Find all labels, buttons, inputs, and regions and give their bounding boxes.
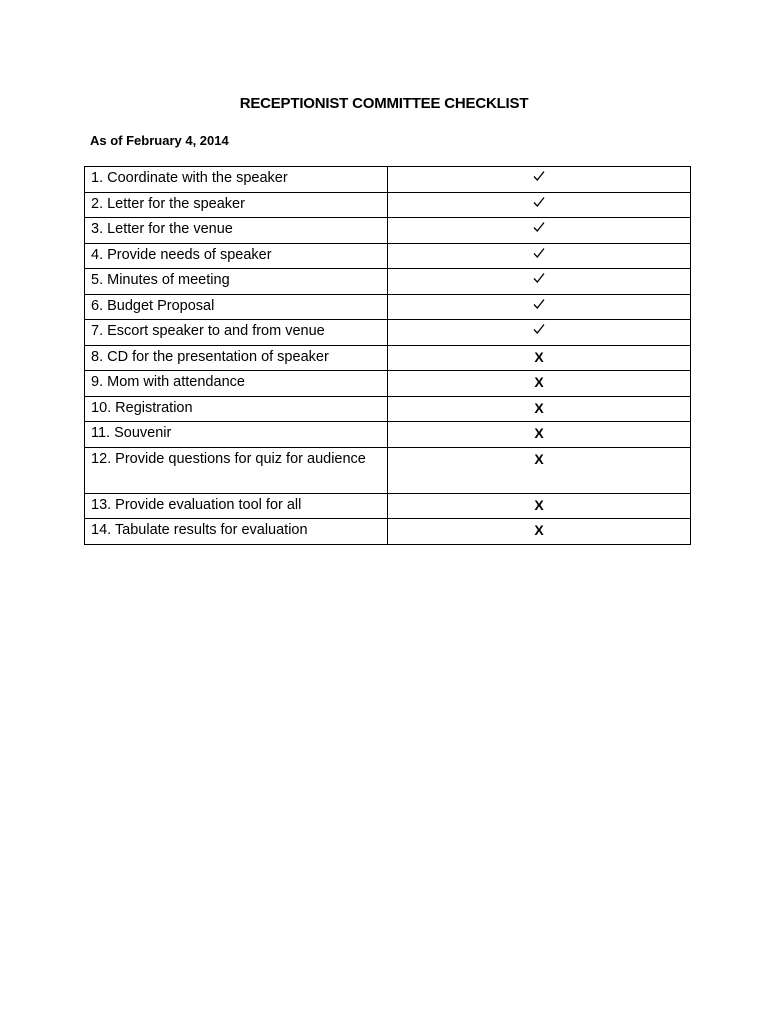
status-cell — [388, 422, 691, 448]
table-row — [85, 218, 691, 244]
task-cell: 7. Escort speaker to and from venue — [85, 320, 388, 346]
table-row — [85, 371, 691, 397]
checklist-table — [84, 166, 691, 545]
status-cell — [388, 167, 691, 193]
table-row — [85, 396, 691, 422]
x-mark: X — [534, 425, 544, 441]
status-cell — [388, 519, 691, 545]
x-mark: X — [534, 450, 544, 467]
check-icon — [533, 323, 545, 335]
table-row — [85, 320, 691, 346]
task-cell: 14. Tabulate results for evaluation — [85, 519, 388, 545]
table-row — [85, 167, 691, 193]
status-cell — [388, 320, 691, 346]
status-cell — [388, 243, 691, 269]
x-mark: X — [534, 522, 544, 538]
table-row — [85, 519, 691, 545]
status-cell — [388, 294, 691, 320]
check-icon — [533, 170, 545, 182]
table-row — [85, 243, 691, 269]
task-cell: 2. Letter for the speaker — [85, 192, 388, 218]
check-icon — [533, 272, 545, 284]
table-row — [85, 269, 691, 295]
task-cell: 9. Mom with attendance — [85, 371, 388, 397]
document-title: RECEPTIONIST COMMITTEE CHECKLIST — [239, 95, 529, 112]
check-icon — [533, 221, 545, 233]
check-icon — [533, 298, 545, 310]
status-cell — [388, 345, 691, 371]
task-cell: 11. Souvenir — [85, 422, 388, 448]
table-row — [85, 493, 691, 519]
task-cell: 5. Minutes of meeting — [85, 269, 388, 295]
check-icon — [533, 247, 545, 259]
status-cell — [388, 371, 691, 397]
status-cell — [388, 218, 691, 244]
status-cell — [388, 269, 691, 295]
as-of-date: As of February 4, 2014 — [90, 133, 229, 148]
task-cell: 1. Coordinate with the speaker — [85, 167, 388, 193]
x-mark: X — [534, 374, 544, 390]
x-mark: X — [534, 496, 544, 513]
table-row — [85, 422, 691, 448]
table-row — [85, 294, 691, 320]
task-cell: 8. CD for the presentation of speaker — [85, 345, 388, 371]
table-row — [85, 447, 691, 493]
task-cell: 10. Registration — [85, 396, 388, 422]
task-cell: 12. Provide questions for quiz for audience — [85, 447, 388, 493]
x-mark: X — [534, 399, 544, 416]
status-cell — [388, 493, 691, 519]
status-cell — [388, 396, 691, 422]
x-mark: X — [534, 348, 544, 365]
task-cell: 13. Provide evaluation tool for all — [85, 493, 388, 519]
task-cell: 4. Provide needs of speaker — [85, 243, 388, 269]
table-row — [85, 192, 691, 218]
table-row — [85, 345, 691, 371]
check-icon — [533, 196, 545, 208]
status-cell — [388, 447, 691, 493]
task-cell: 6. Budget Proposal — [85, 294, 388, 320]
task-cell: 3. Letter for the venue — [85, 218, 388, 244]
status-cell — [388, 192, 691, 218]
